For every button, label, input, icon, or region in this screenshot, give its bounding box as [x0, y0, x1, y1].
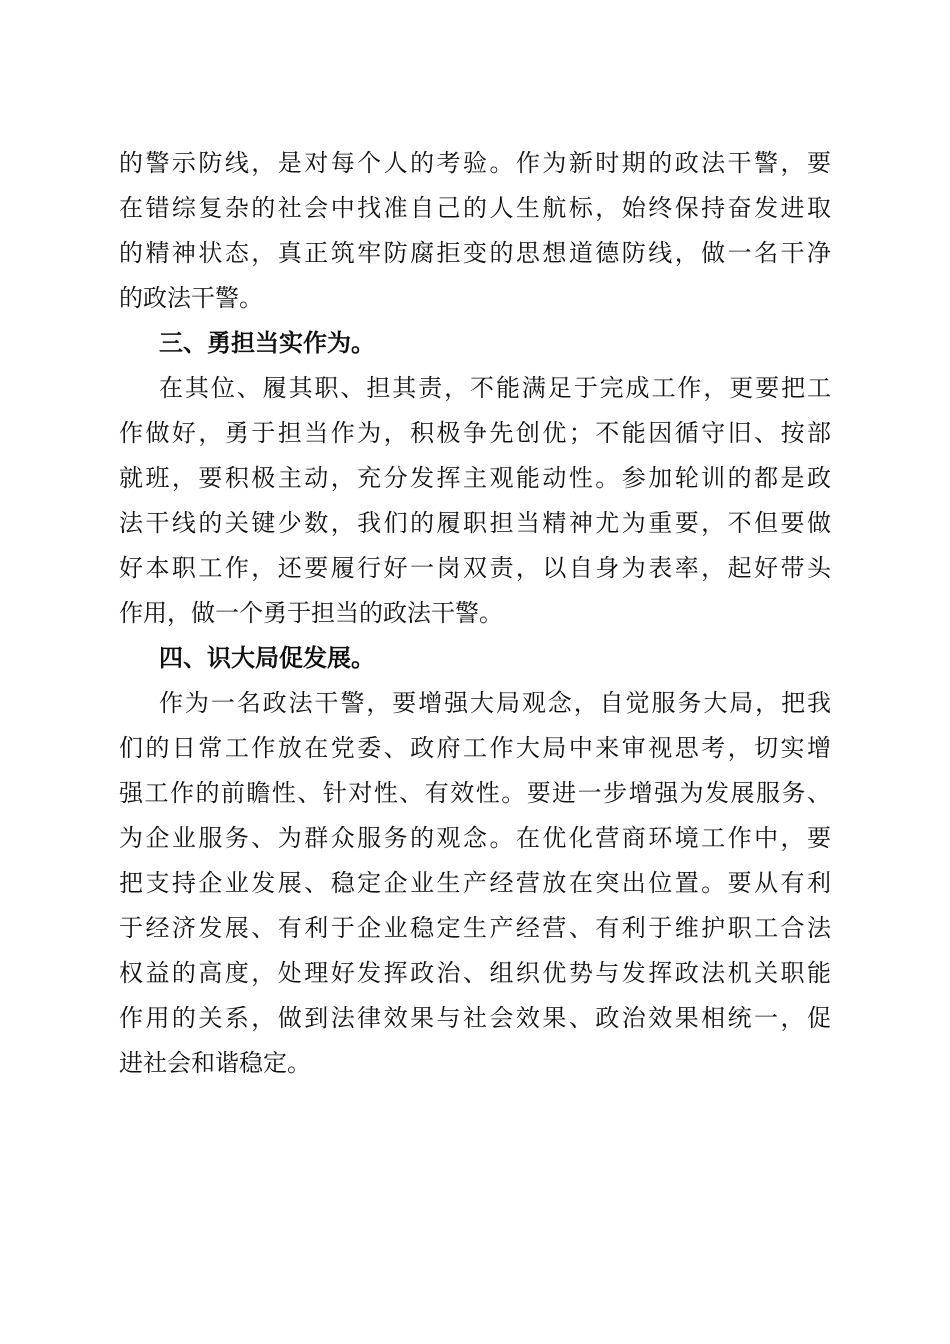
paragraph-integrity-continued [119, 141, 831, 321]
text-line: 就班，要积极主动，充分发挥主观能动性。参加轮训的都是政 [119, 464, 831, 492]
section-heading-3: 三、勇担当实作为。 [159, 329, 375, 357]
paragraph-responsibility [119, 366, 831, 636]
section-heading-4: 四、识大局促发展。 [159, 644, 375, 672]
paragraph-overall-situation [119, 681, 831, 1086]
text-line: 于经济发展、有利于企业稳定生产经营、有利于维护职工合法 [119, 914, 831, 942]
text-line: 强工作的前瞻性、针对性、有效性。要进一步增强为发展服务、 [119, 779, 831, 807]
text-line: 把支持企业发展、稳定企业生产经营放在突出位置。要从有利 [119, 869, 831, 897]
text-line: 法干线的关键少数，我们的履职担当精神尤为重要，不但要做 [119, 509, 831, 537]
document-page [119, 141, 831, 1086]
text-line: 的政法干警。 [119, 284, 263, 312]
text-line: 作用，做一个勇于担当的政法干警。 [119, 599, 503, 627]
text-line: 在错综复杂的社会中找准自己的人生航标，始终保持奋发进取 [119, 194, 831, 222]
text-line: 们的日常工作放在党委、政府工作大局中来审视思考，切实增 [119, 734, 831, 762]
text-line: 作做好，勇于担当作为，积极争先创优；不能因循守旧、按部 [119, 419, 831, 447]
text-line: 进社会和谐稳定。 [119, 1049, 311, 1077]
text-line: 的精神状态，真正筑牢防腐拒变的思想道德防线，做一名干净 [119, 239, 831, 267]
text-line: 好本职工作，还要履行好一岗双责，以自身为表率，起好带头 [119, 554, 831, 582]
text-line: 的警示防线，是对每个人的考验。作为新时期的政法干警，要 [119, 149, 831, 177]
text-line: 在其位、履其职、担其责，不能满足于完成工作，更要把工 [159, 374, 831, 402]
text-line: 作为一名政法干警，要增强大局观念，自觉服务大局，把我 [159, 689, 831, 717]
text-line: 为企业服务、为群众服务的观念。在优化营商环境工作中，要 [119, 824, 831, 852]
text-line: 权益的高度，处理好发挥政治、组织优势与发挥政法机关职能 [119, 959, 831, 987]
text-line: 作用的关系，做到法律效果与社会效果、政治效果相统一，促 [119, 1004, 831, 1032]
